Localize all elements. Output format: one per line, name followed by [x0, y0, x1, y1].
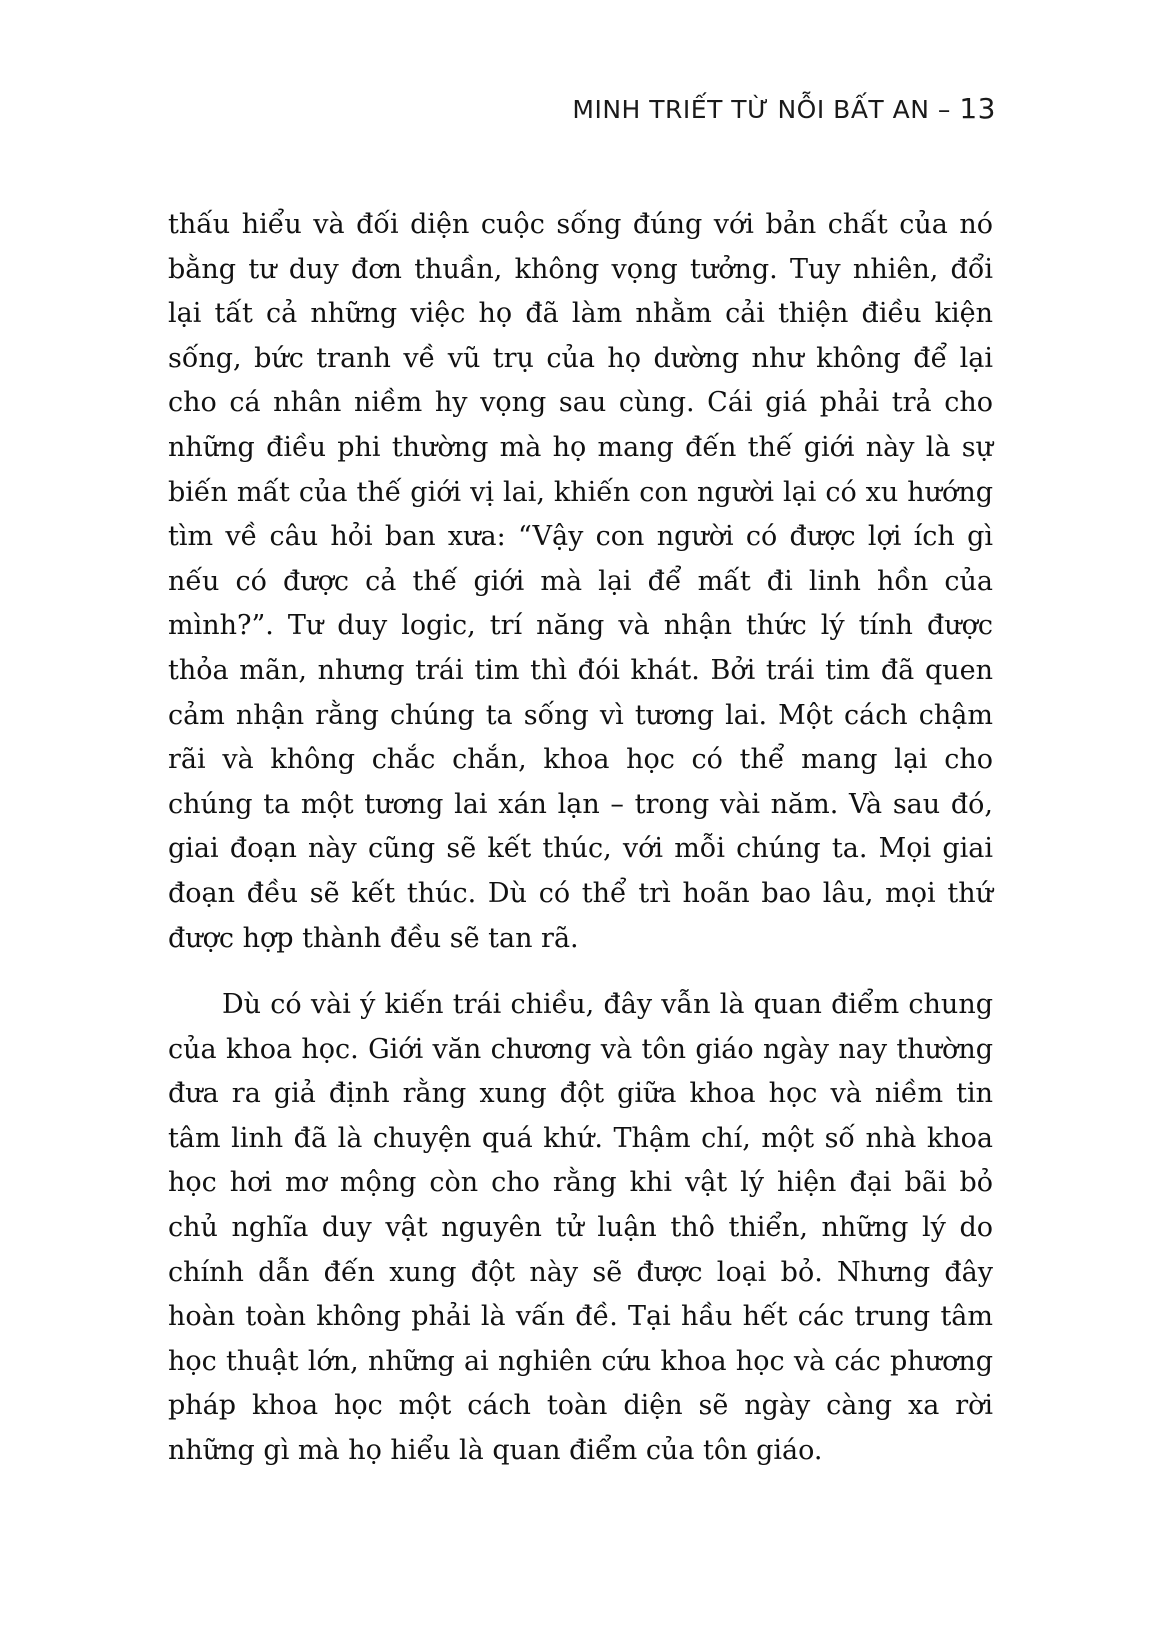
page-number: 13	[959, 92, 996, 125]
book-title: MINH TRIẾT TỪ NỖI BẤT AN	[572, 95, 930, 124]
body-text	[168, 203, 993, 1474]
header-separator: –	[929, 95, 960, 124]
paragraph: Dù có vài ý kiến trái chiều, đây vẫn là quan điểm chung của khoa học. Giới văn chương và tôn giáo ngày nay thường đưa ra giả định rằng xung đột giữa khoa học và niềm tin tâm linh đã là chuyện quá khứ. Thậm chí, một số nhà khoa học hơi mơ mộng còn cho rằng khi vật lý hiện đại bãi bỏ chủ nghĩa duy vật nguyên tử luận thô thiển, những lý do chính dẫn đến xung đột này sẽ được loại bỏ. Nhưng đây hoàn toàn không phải là vấn đề. Tại hầu hết các trung tâm học thuật lớn, những ai nghiên cứu khoa học và các phương pháp khoa học một cách toàn diện sẽ ngày càng xa rời những gì mà họ hiểu là quan điểm của tôn giáo.	[168, 989, 993, 1467]
running-header	[572, 92, 996, 125]
paragraph-continued: thấu hiểu và đối diện cuộc sống đúng với bản chất của nó bằng tư duy đơn thuần, không vọng tưởng. Tuy nhiên, đổi lại tất cả những việc họ đã làm nhằm cải thiện điều kiện sống, bức tranh về vũ trụ của họ dường như không để lại cho cá nhân niềm hy vọng sau cùng. Cái giá phải trả cho những điều phi thường mà họ mang đến thế giới này là sự biến mất của thế giới vị lai, khiến con người lại có xu hướng tìm về câu hỏi ban xưa: “Vậy con người có được lợi ích gì nếu có được cả thế giới mà lại để mất đi linh hồn của mình?”. Tư duy logic, trí năng và nhận thức lý tính được thỏa mãn, nhưng trái tim thì đói khát. Bởi trái tim đã quen cảm nhận rằng chúng ta sống vì tương lai. Một cách chậm rãi và không chắc chắn, khoa học có thể mang lại cho chúng ta một tương lai xán lạn – trong vài năm. Và sau đó, giai đoạn này cũng sẽ kết thúc, với mỗi chúng ta. Mọi giai đoạn đều sẽ kết thúc. Dù có thể trì hoãn bao lâu, mọi thứ được hợp thành đều sẽ tan rã.	[168, 209, 993, 954]
